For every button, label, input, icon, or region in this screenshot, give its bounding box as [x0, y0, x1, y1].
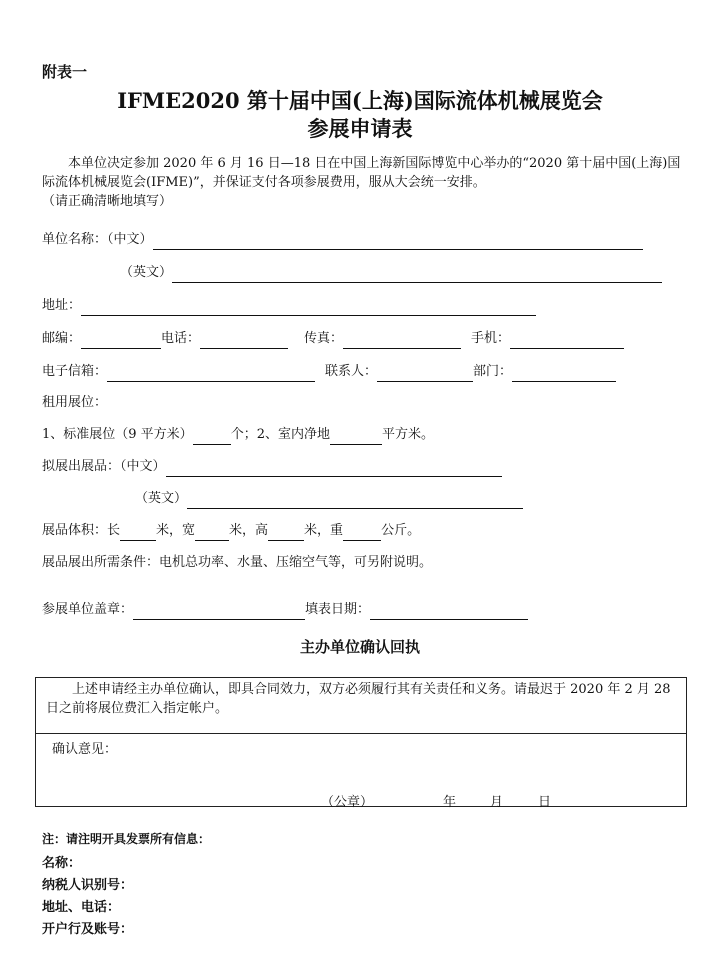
booth-row: [42, 393, 107, 413]
document-subtitle: 参展申请表: [307, 116, 413, 141]
company-cn-row: [42, 230, 643, 250]
fax-field[interactable]: [343, 333, 461, 349]
booth-std-unit: 个；: [230, 427, 257, 442]
invoice-name-label: 名称：: [42, 856, 82, 871]
company-en-row: [120, 263, 662, 283]
company-en-field[interactable]: [172, 267, 662, 283]
booth-raw-unit: 平方米。: [381, 427, 434, 442]
email-label: 电子信箱：: [42, 364, 108, 379]
fill-date-label: 填表日期：: [305, 602, 371, 617]
fax-label: 传真：: [304, 331, 344, 346]
booth-detail-row: [42, 425, 434, 445]
contact-field[interactable]: [377, 366, 473, 382]
phone-label: 电话：: [161, 331, 201, 346]
mobile-label: 手机：: [471, 331, 511, 346]
width-unit: 米，高: [229, 523, 269, 538]
length-field[interactable]: [120, 525, 156, 541]
email-row: [42, 362, 616, 382]
contact-numbers-row: [42, 329, 624, 349]
mobile-field[interactable]: [510, 333, 624, 349]
confirmation-box: [35, 677, 687, 810]
volume-label: 展品体积：长: [42, 523, 121, 538]
height-field[interactable]: [268, 525, 304, 541]
fill-date-field[interactable]: [370, 604, 528, 620]
appendix-label: 附表一: [42, 63, 88, 81]
address-row: [42, 296, 536, 316]
invoice-bank-label: 开户行及账号：: [42, 922, 134, 937]
exhibits-en-field[interactable]: [187, 493, 523, 509]
confirmation-title: 主办单位确认回执: [299, 638, 420, 656]
postcode-field[interactable]: [81, 333, 161, 349]
invoice-note-heading: 注：请注明开具发票所有信息：: [42, 832, 211, 846]
exhibits-cn-label: 拟展出展品：（中文）: [42, 459, 166, 474]
address-field[interactable]: [81, 300, 536, 316]
intro-note: （请正确清晰地填写）: [42, 194, 173, 209]
phone-field[interactable]: [200, 333, 288, 349]
company-cn-label: 单位名称：（中文）: [42, 232, 153, 247]
applicant-seal-label: 参展单位盖章：: [42, 602, 134, 617]
invoice-address-phone-label: 地址、电话：: [42, 900, 121, 915]
exhibits-cn-row: [42, 457, 502, 477]
address-label: 地址：: [42, 298, 82, 313]
seal-row: [42, 600, 528, 620]
document-title: IFME2020 第十届中国(上海)国际流体机械展览会: [117, 88, 603, 113]
intro-text: [42, 154, 692, 211]
contact-label: 联系人：: [325, 364, 378, 379]
width-field[interactable]: [195, 525, 229, 541]
email-field[interactable]: [107, 366, 315, 382]
confirmation-text: 上述申请经主办单位确认，即具合同效力，双方必须履行其有关责任和义务。请最迟于 2020 年 2 月 28 日之前将展位费汇入指定帐户。: [46, 682, 671, 716]
invoice-tax-id-label: 纳税人识别号：: [42, 878, 134, 893]
booth-raw-area-field[interactable]: [330, 429, 382, 445]
confirmation-opinion-label: 确认意见：: [52, 742, 118, 757]
weight-unit: 公斤。: [381, 523, 421, 538]
department-label: 部门：: [473, 364, 513, 379]
length-unit: 米，宽: [156, 523, 196, 538]
company-en-label: （英文）: [120, 265, 173, 280]
company-cn-field[interactable]: [153, 234, 643, 250]
confirmation-notice: [36, 678, 686, 734]
confirm-year-label: 年: [443, 795, 457, 810]
exhibits-en-row: [135, 489, 523, 509]
official-seal-label: （公章）: [321, 795, 374, 810]
conditions-row: [42, 553, 432, 573]
booth-std-count-field[interactable]: [193, 429, 231, 445]
confirm-month-label: 月: [490, 795, 504, 810]
booth-std-label: 1、标准展位（9 平方米）: [42, 427, 193, 442]
confirm-day-label: 日: [538, 795, 552, 810]
intro-paragraph: 本单位决定参加 2020 年 6 月 16 日—18 日在中国上海新国际博览中心举办的“2020 第十届中国(上海)国际流体机械展览会(IFME)”，并保证支付各项参展费用，服从大会统一安排。: [42, 156, 681, 190]
applicant-seal-field[interactable]: [133, 604, 305, 620]
booth-raw-label: 2、室内净地: [256, 427, 330, 442]
exhibits-cn-field[interactable]: [166, 461, 502, 477]
conditions-text: 展品展出所需条件：电机总功率、水量、压缩空气等，可另附说明。: [42, 555, 433, 570]
height-unit: 米，重: [304, 523, 344, 538]
postcode-label: 邮编：: [42, 331, 82, 346]
volume-row: [42, 521, 420, 541]
department-field[interactable]: [512, 366, 616, 382]
weight-field[interactable]: [343, 525, 381, 541]
booth-label: 租用展位：: [42, 395, 108, 410]
exhibits-en-label: （英文）: [135, 491, 188, 506]
